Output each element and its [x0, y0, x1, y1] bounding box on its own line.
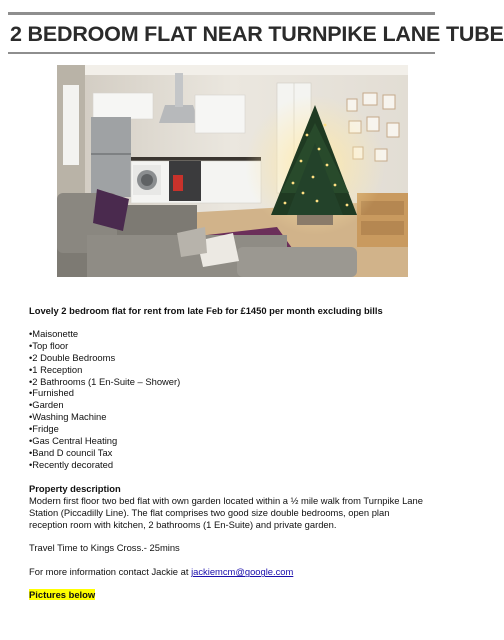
listing-content: [29, 305, 424, 601]
feature-item: •Maisonette: [29, 327, 79, 339]
feature-item: •Gas Central Heating: [29, 435, 118, 447]
property-description-heading: Property description: [29, 482, 121, 494]
travel-time: Travel Time to Kings Cross.- 25mins: [29, 542, 180, 554]
feature-item: •1 Reception: [29, 363, 83, 375]
feature-item: •Top floor: [29, 339, 69, 351]
contact-email-link[interactable]: jackiemcm@google.com: [191, 566, 294, 578]
top-divider: [8, 12, 435, 15]
feature-item: •Fridge: [29, 423, 59, 435]
title-divider: [8, 52, 435, 54]
living-room-photo: [57, 65, 408, 277]
feature-item: •Band D council Tax: [29, 446, 113, 458]
contact-line: [29, 566, 424, 578]
feature-item: •Garden: [29, 399, 64, 411]
pictures-note: [29, 589, 424, 601]
pictures-label: Pictures below: [29, 589, 96, 601]
feature-item: •Furnished: [29, 387, 74, 399]
feature-item: •Washing Machine: [29, 411, 107, 423]
property-description: Modern first floor two bed flat with own garden located within a ½ mile walk from Turnpike Lane Station (Piccadilly Line). The flat comprises two good size double bedrooms, open plan reception room with kitchen, 2 bathrooms (1 En-Suite) and private garden.: [29, 494, 423, 530]
listing-headline: Lovely 2 bedroom flat for rent from late Feb for £1450 per month excluding bills: [29, 305, 383, 316]
feature-item: •2 Bathrooms (1 En-Suite – Shower): [29, 375, 181, 387]
features-list: [29, 328, 424, 471]
contact-text: For more information contact Jackie at: [29, 566, 189, 578]
feature-item: •2 Double Bedrooms: [29, 351, 116, 363]
page-title: 2 BEDROOM FLAT NEAR TURNPIKE LANE TUBE: [10, 22, 504, 46]
feature-item: •Recently decorated: [29, 458, 114, 470]
